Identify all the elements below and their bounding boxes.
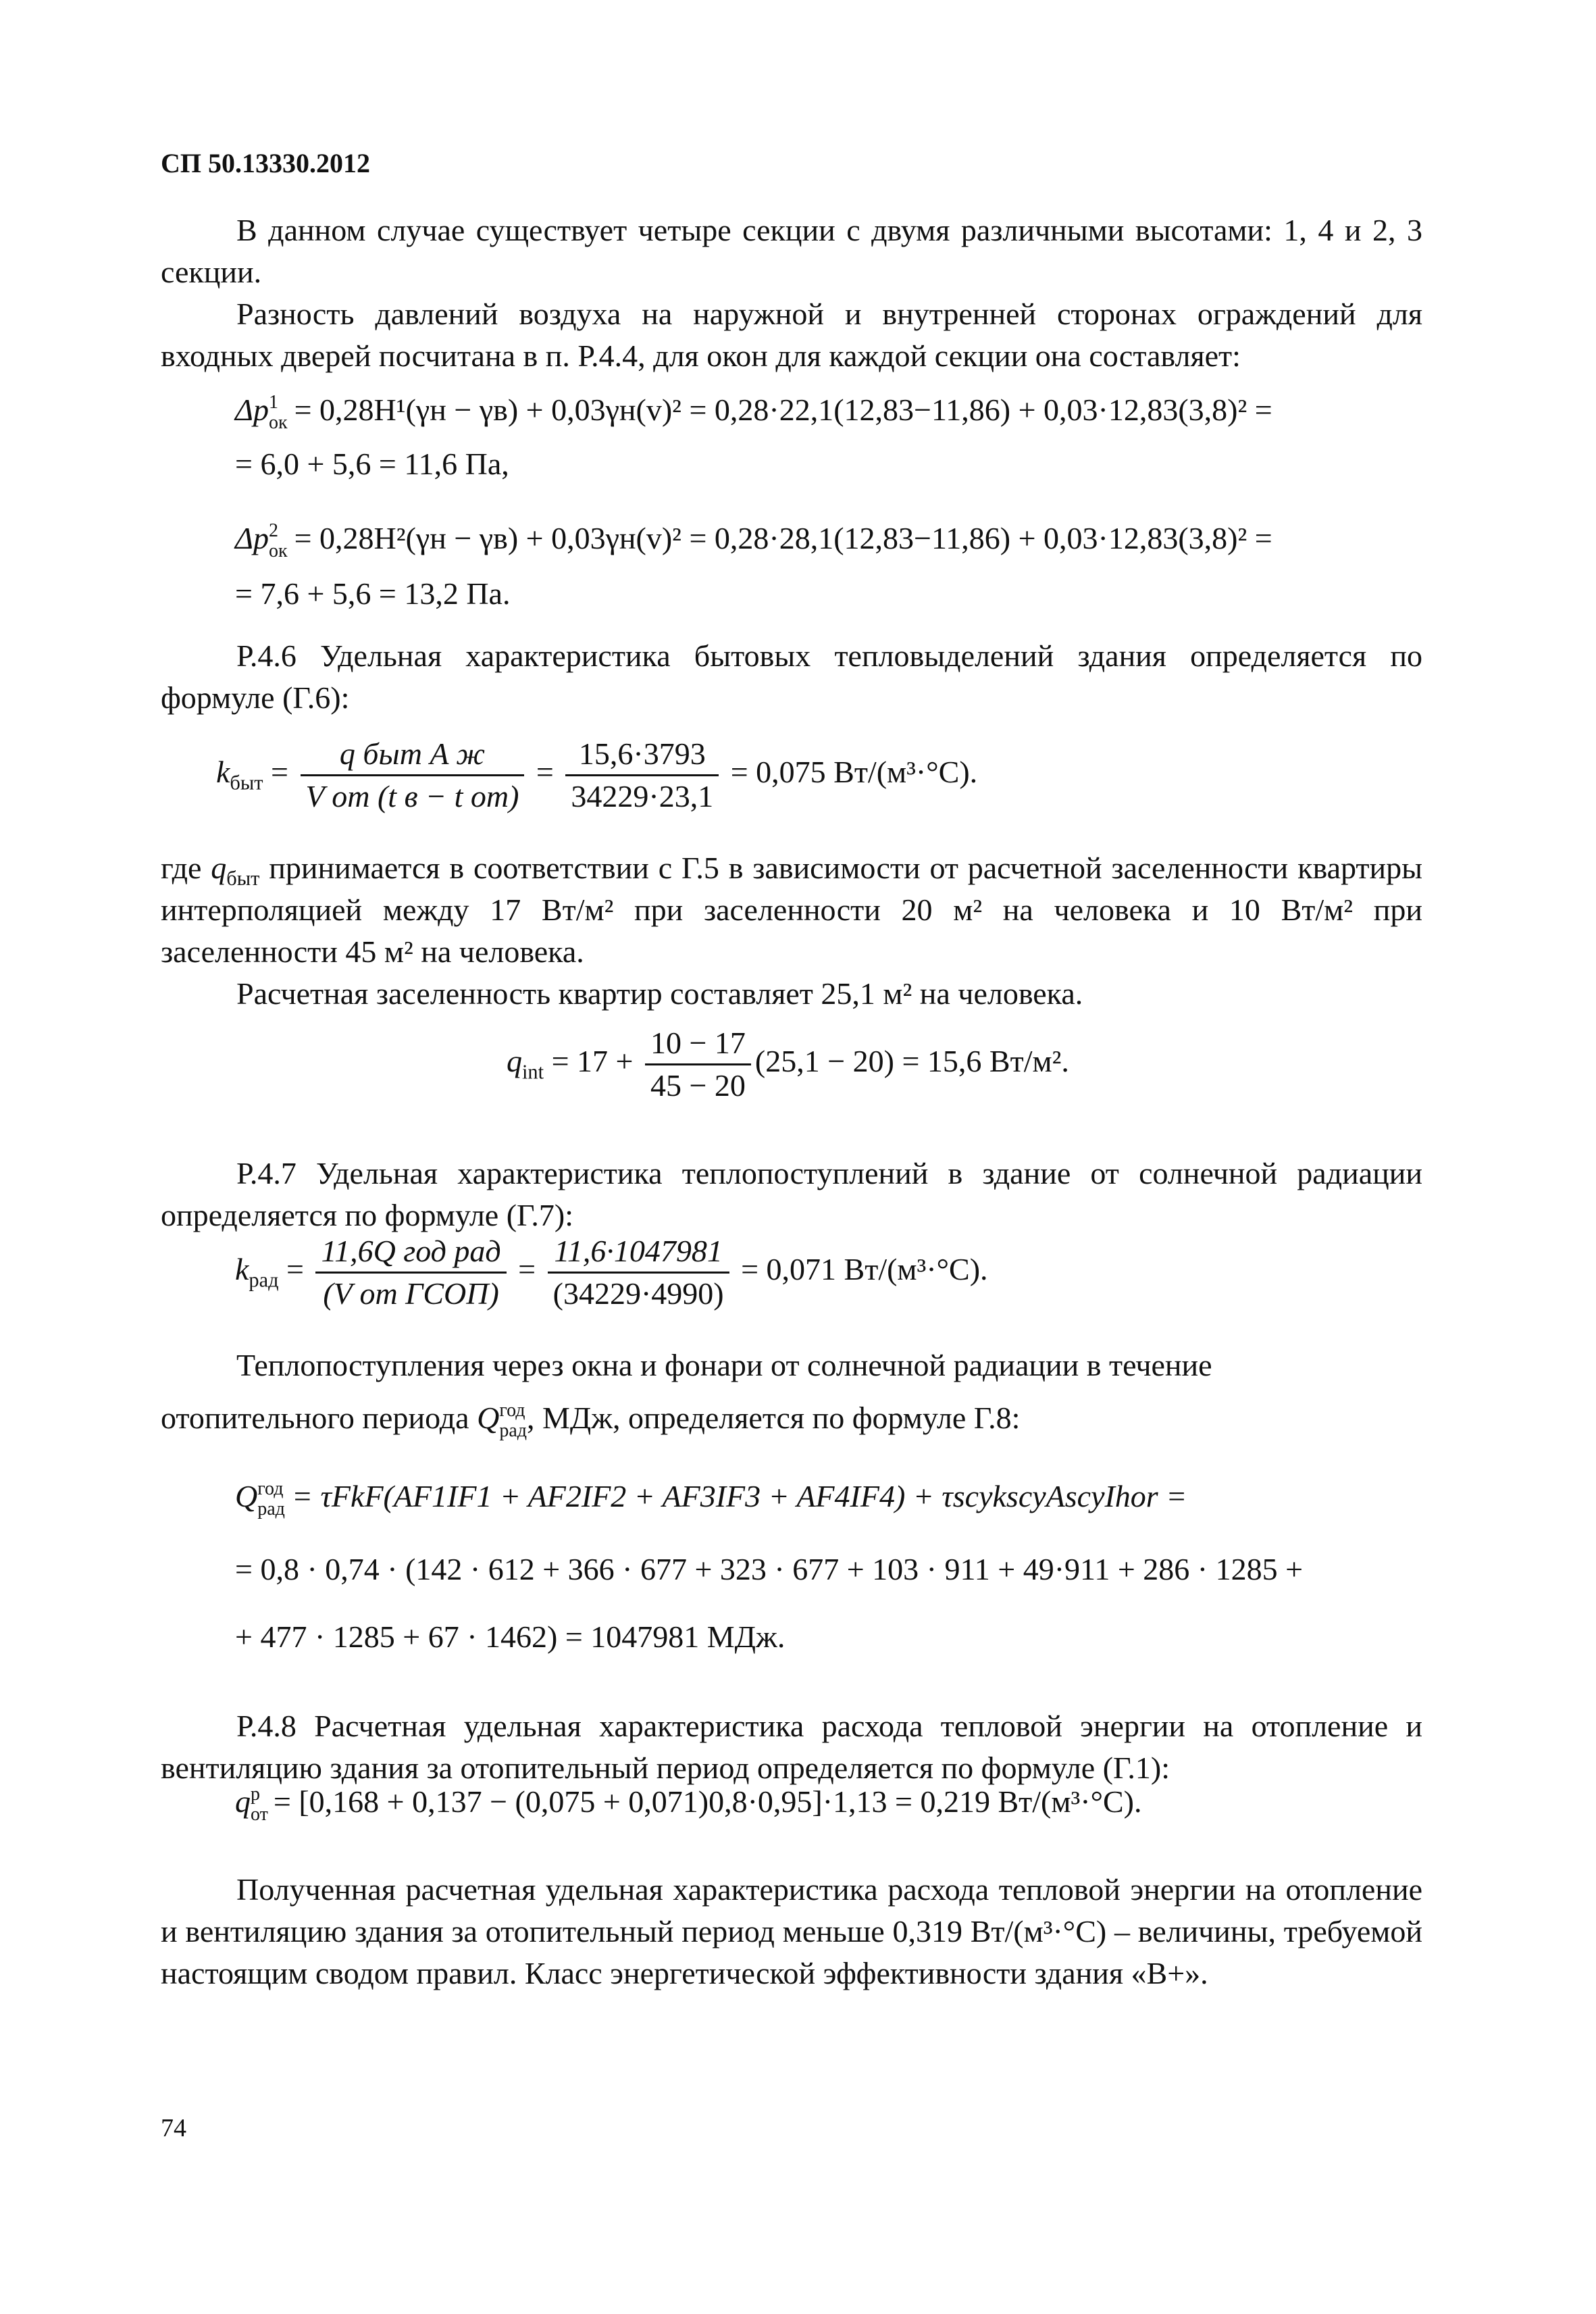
fraction-krad-numeric: $\frac{11,6\cdot 1047981}{(34229\cdot 4990)}$: [548, 1231, 729, 1314]
formula-dp1-line1: Δp 1 ок = 0,28H¹(γн − γв) + 0,03γн(v)² = 0,28·22,1(12,83−11,86) + 0,03·12,83(3,8)² =: [235, 392, 1272, 434]
fraction-krad-symbolic: $\frac{\text{11,6Q год рад}}{\text{(V от ГСОП)}}$: [315, 1231, 506, 1314]
formula-dp2-line1: Δp 2 ок = 0,28H²(γн − γв) + 0,03γн(v)² = 0,28·28,1(12,83−11,86) + 0,03·12,83(3,8)² =: [235, 520, 1272, 562]
formula-qot: q р от = [0,168 + 0,137 − (0,075 + 0,071)0,8·0,95]·1,13 = 0,219 Вт/(м³·°С).: [235, 1784, 1142, 1826]
paragraph-r48: Р.4.8 Расчетная удельная характеристика расхода тепловой энергии на отопление и вентиляцию здания за отопительный период определяется по формуле (Г.1):: [161, 1709, 1422, 1785]
formula-qgod-line2: = 0,8 · 0,74 · (142 · 612 + 366 · 677 + 323 · 677 + 103 · 911 + 49·911 + 286 · 1285 +: [235, 1552, 1304, 1586]
paragraph-solar-line1: Теплопоступления через окна и фонари от солнечной радиации в течение: [236, 1348, 1212, 1382]
formula-qgod-line3: + 477 · 1285 + 67 · 1462) = 1047981 МДж.: [235, 1619, 786, 1654]
paragraph-sections: В данном случае существует четыре секции с двумя различными высотами: 1, 4 и 2, 3 секции.: [161, 213, 1422, 289]
formula-kbyt: $k_{быт}$ = $\frac{\text{q быт A ж}}{\text{V от (t в − t от)}}$ = $\frac{15,6\cdot 3793}{34229\cdot 23,1}$ = 0,075 Вт/(м³·°С).: [216, 734, 977, 817]
formula-qint: $q_{int} = 17$ + $\frac{10 - 17}{45 - 20}$ (25,1 − 20) = 15,6 Вт/м².: [507, 1023, 1069, 1106]
document-code: СП 50.13330.2012: [161, 148, 370, 178]
paragraph-where-qbyt: где $q_{быт}$ принимается в соответствии с Г.5 в зависимости от расчетной заселенности квартиры интерполяцией между 17 Вт/м² при заселенности 20 м² на человека и 10 Вт/м² при заселенности 45 м² на человека.: [161, 851, 1423, 969]
paragraph-solar-line2: отопительного периода Q год рад , МДж, определяется по формуле Г.8:: [161, 1400, 1021, 1442]
fraction-qint: $\frac{10 - 17}{45 - 20}$: [645, 1023, 751, 1106]
paragraph-r46: Р.4.6 Удельная характеристика бытовых тепловыделений здания определяется по формуле (Г.6):: [161, 638, 1422, 715]
paragraph-density: Расчетная заселенность квартир составляет 25,1 м² на человека.: [236, 976, 1083, 1011]
formula-dp2-line2: = 7,6 + 5,6 = 13,2 Па.: [235, 576, 511, 611]
paragraph-pressure-diff: Разность давлений воздуха на наружной и внутренней сторонах ограждений для входных дверей посчитана в п. Р.4.4, для окон для каждой секции она составляет:: [161, 297, 1422, 373]
formula-krad: $k_{рад}$ = $\frac{\text{11,6Q год рад}}{\text{(V от ГСОП)}}$ = $\frac{11,6\cdot 1047981}{(34229\cdot 4990)}$ = 0,071 Вт/(м³·°С).: [235, 1231, 988, 1314]
page-number: 74: [161, 2114, 186, 2142]
paragraph-r47: Р.4.7 Удельная характеристика теплопоступлений в здание от солнечной радиации определяется по формуле (Г.7):: [161, 1156, 1422, 1232]
paragraph-conclusion: Полученная расчетная удельная характеристика расхода тепловой энергии на отопление и вентиляцию здания за отопительный период меньше 0,319 Вт/(м³·°С) – величины, требуемой настоящим сводом правил. Класс энергетической эффективности здания «В+».: [161, 1872, 1422, 1990]
formula-qgod-line1: Q год рад = τFkF(AF1IF1 + AF2IF2 + AF3IF3 + AF4IF4) + τscykscyAscyIhor =: [235, 1478, 1187, 1520]
fraction-kbyt-numeric: $\frac{15,6\cdot 3793}{34229\cdot 23,1}$: [565, 734, 719, 817]
formula-dp1-line2: = 6,0 + 5,6 = 11,6 Па,: [235, 447, 509, 481]
fraction-kbyt-symbolic: $\frac{\text{q быт A ж}}{\text{V от (t в − t от)}}$: [301, 734, 525, 817]
